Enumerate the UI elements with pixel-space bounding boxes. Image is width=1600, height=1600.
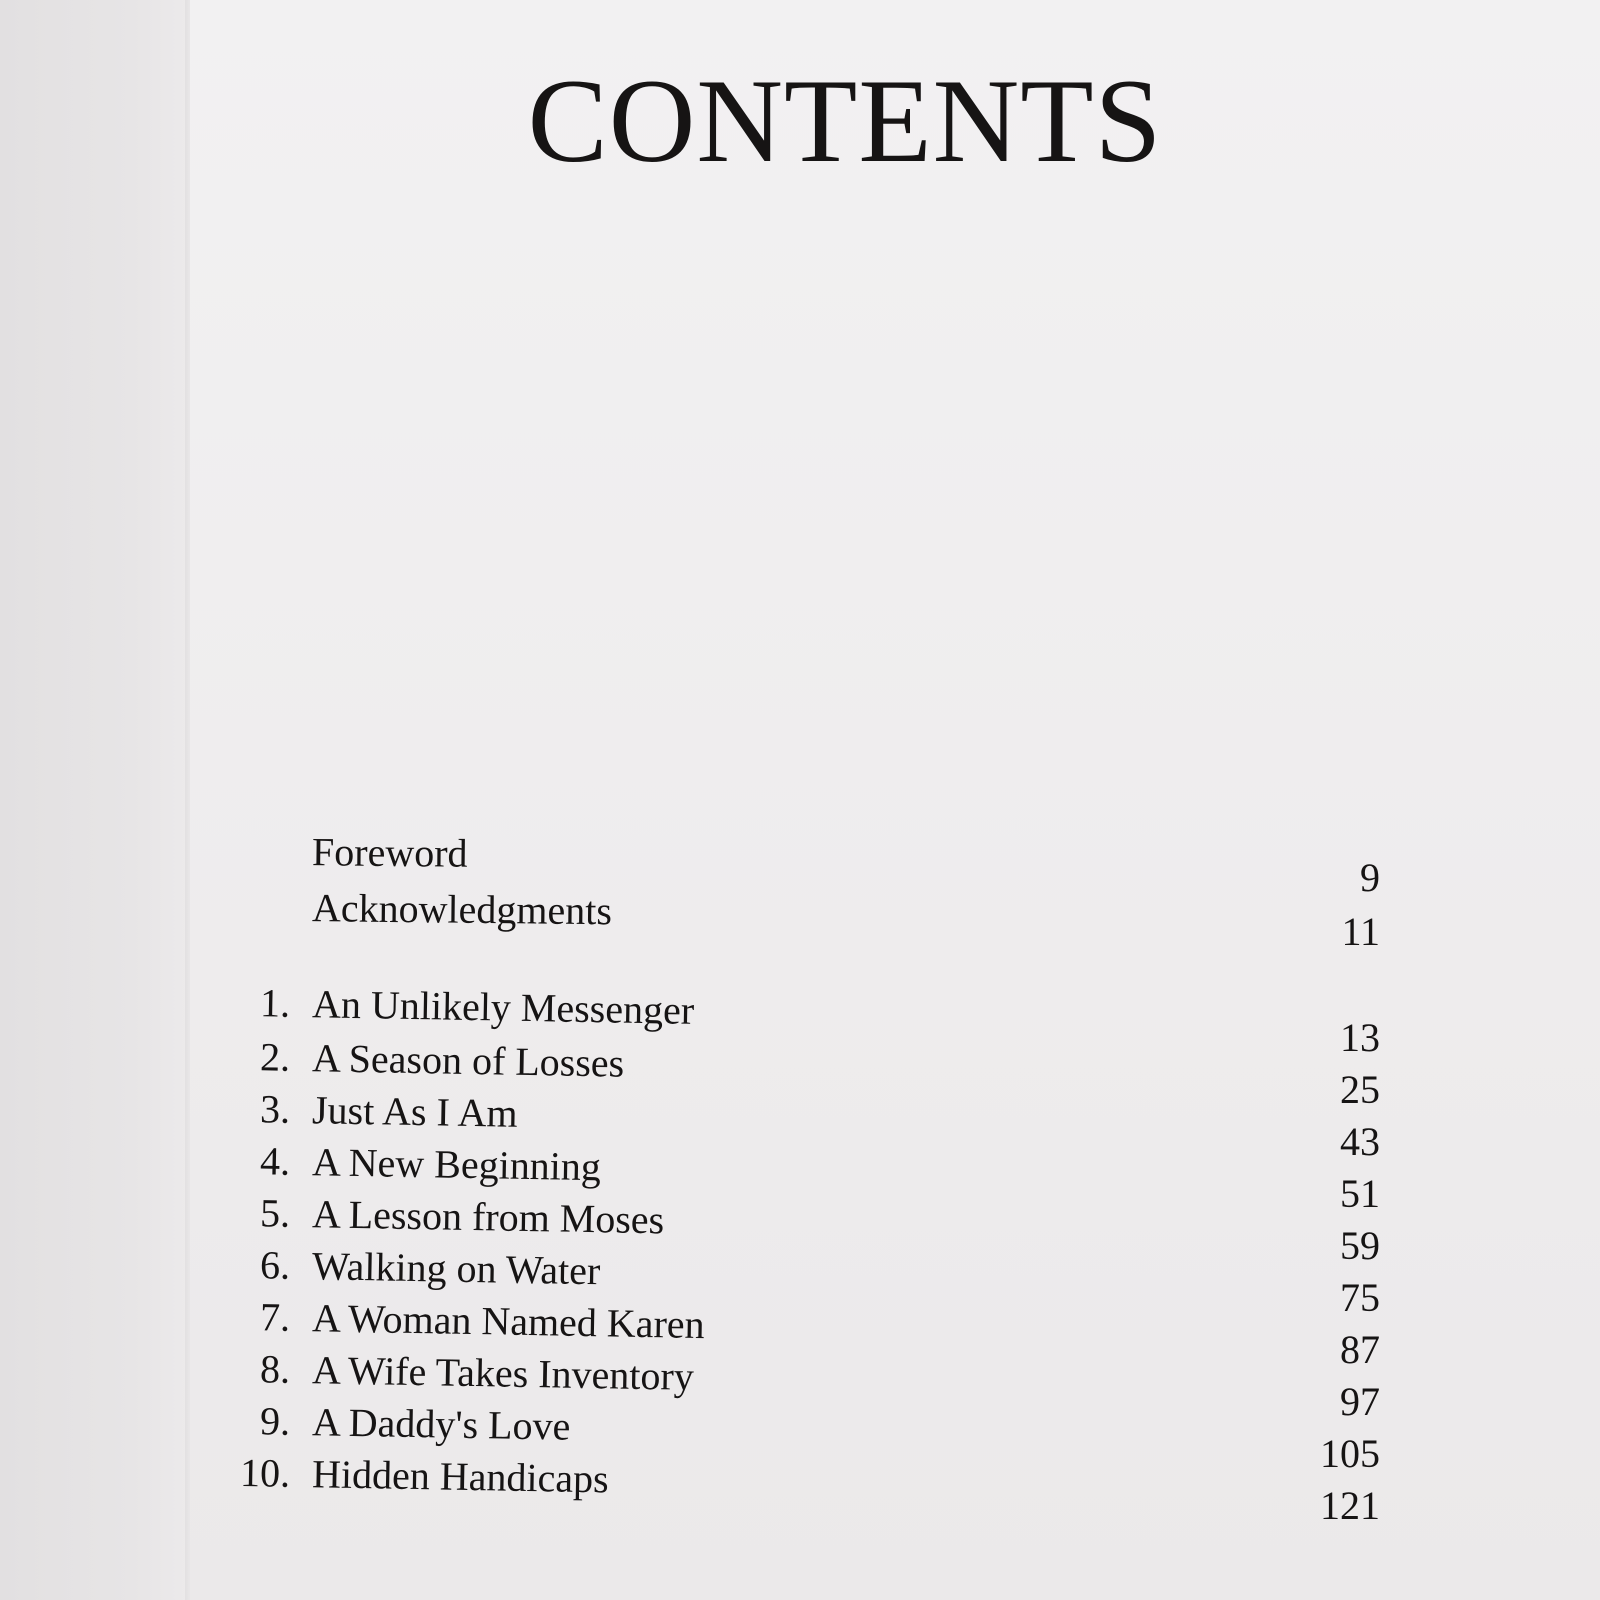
toc-entry-title: Walking on Water (311, 1243, 601, 1294)
toc-entry-title: A New Beginning (311, 1139, 602, 1190)
toc-entry-title: Acknowledgments (311, 885, 613, 934)
toc-entry-number: 6. (259, 1242, 291, 1288)
toc-entry-page: 43 (1340, 1119, 1380, 1164)
toc-entry-page: 9 (1360, 855, 1380, 900)
toc-entry-page: 75 (1340, 1275, 1380, 1320)
toc-entry-page: 87 (1340, 1327, 1380, 1372)
toc-entry-title: A Woman Named Karen (311, 1295, 706, 1348)
page-title: CONTENTS (527, 54, 1163, 187)
toc-entry-title: A Lesson from Moses (311, 1191, 665, 1243)
toc-entry-page: 105 (1320, 1431, 1380, 1476)
toc-entry-page: 25 (1340, 1067, 1380, 1112)
toc-entry-page: 97 (1340, 1379, 1380, 1424)
toc-entry-number: 10. (239, 1449, 291, 1496)
toc-entry-number: 8. (259, 1346, 291, 1392)
toc-entry-number: 7. (259, 1294, 291, 1340)
toc-entry-page: 13 (1340, 1015, 1380, 1060)
toc-entry-title: A Wife Takes Inventory (311, 1347, 695, 1399)
toc-entry-page: 11 (1341, 909, 1380, 954)
toc-entry-title: Foreword (311, 829, 468, 876)
toc-entry-title: An Unlikely Messenger (311, 981, 695, 1033)
toc-entry-number: 3. (259, 1086, 291, 1132)
toc-entry-title: Just As I Am (311, 1087, 519, 1136)
toc-entry-title: A Season of Losses (311, 1035, 625, 1086)
toc-entry-number: 2. (259, 1034, 291, 1080)
toc-entry-title: Hidden Handicaps (311, 1451, 610, 1502)
toc-entry-title: A Daddy's Love (311, 1399, 571, 1449)
toc-entry-number: 9. (259, 1398, 291, 1444)
toc-entry-number: 1. (259, 980, 291, 1026)
toc-entry-page: 51 (1340, 1171, 1380, 1216)
toc-entry-number: 4. (259, 1138, 291, 1184)
toc-entry-page: 121 (1320, 1483, 1380, 1528)
toc-entry-page: 59 (1340, 1223, 1380, 1268)
toc-entry-number: 5. (259, 1190, 291, 1236)
